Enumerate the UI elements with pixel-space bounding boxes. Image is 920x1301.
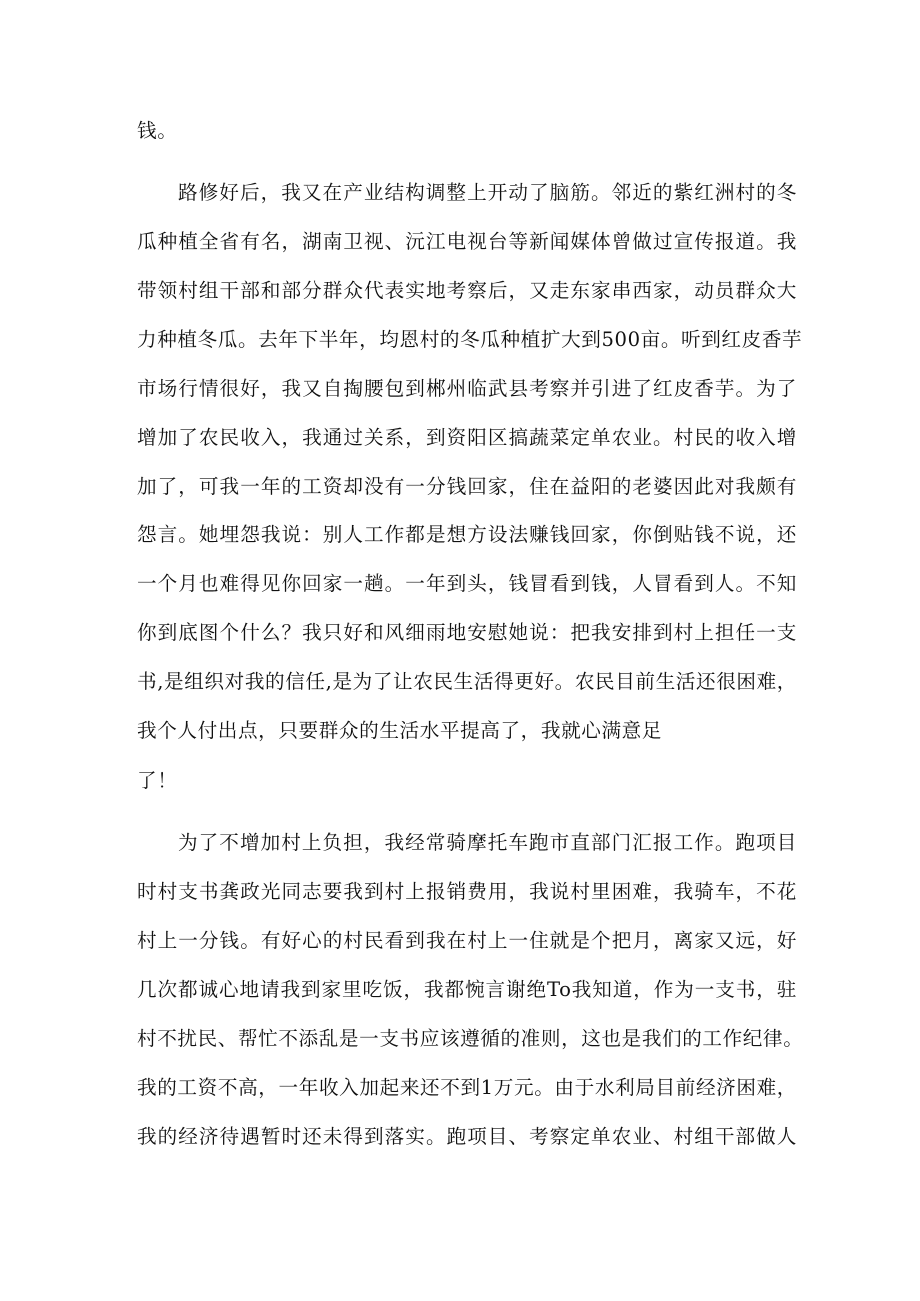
text-line: 了！ [137,769,178,792]
text-line: 力种植冬瓜。去年下半年，均恩村的冬瓜种植扩大到500亩。听到红皮香芋 [137,328,803,351]
text-line: 为了不增加村上负担，我经常骑摩托车跑市直部门汇报工作。跑项目 [178,831,797,854]
text-line: 怨言。她埋怨我说：别人工作都是想方设法赚钱回家，你倒贴钱不说，还 [137,523,797,546]
text-line: 我的经济待遇暂时还未得到落实。跑项目、考察定单农业、村组干部做人 [137,1125,797,1148]
text-line: 钱。 [137,119,178,142]
text-line: 带领村组干部和部分群众代表实地考察后，又走东家串西家，动员群众大 [137,279,797,302]
text-line: 村不扰民、帮忙不添乱是一支书应该遵循的准则，这也是我们的工作纪律。 [137,1027,804,1050]
text-line: 我个人付出点，只要群众的生活水平提高了，我就心满意足 [137,719,663,742]
text-line: 市场行情很好，我又自掏腰包到郴州临武县考察并引进了红皮香芋。为了 [137,377,797,400]
text-line: 时村支书龚政光同志要我到村上报销费用，我说村里困难，我骑车，不花 [137,880,797,903]
text-line: 增加了农民收入，我通过关系，到资阳区搞蔬菜定单农业。村民的收入增 [137,426,797,449]
text-line: 我的工资不高，一年收入加起来还不到1万元。由于水利局目前经济困难， [137,1076,797,1099]
text-line: 几次都诚心地请我到家里吃饭，我都惋言谢绝To我知道，作为一支书，驻 [137,978,797,1001]
text-line: 你到底图个什么？我只好和风细雨地安慰她说：把我安排到村上担任一支 [137,621,797,644]
text-line: 一个月也难得见你回家一趟。一年到头，钱冒看到钱，人冒看到人。不知 [137,572,797,595]
text-line: 加了，可我一年的工资却没有一分钱回家，住在益阳的老婆因此对我颇有 [137,475,797,498]
text-line: 瓜种植全省有名，湖南卫视、沅江电视台等新闻媒体曾做过宣传报道。我 [137,230,797,253]
text-line: 村上一分钱。有好心的村民看到我在村上一住就是个把月，离家又远，好 [137,929,797,952]
text-line: 书,是组织对我的信任,是为了让农民生活得更好。农民目前生活还很困难， [137,670,797,693]
text-line: 路修好后，我又在产业结构调整上开动了脑筋。邻近的紫红洲村的冬 [178,181,797,204]
